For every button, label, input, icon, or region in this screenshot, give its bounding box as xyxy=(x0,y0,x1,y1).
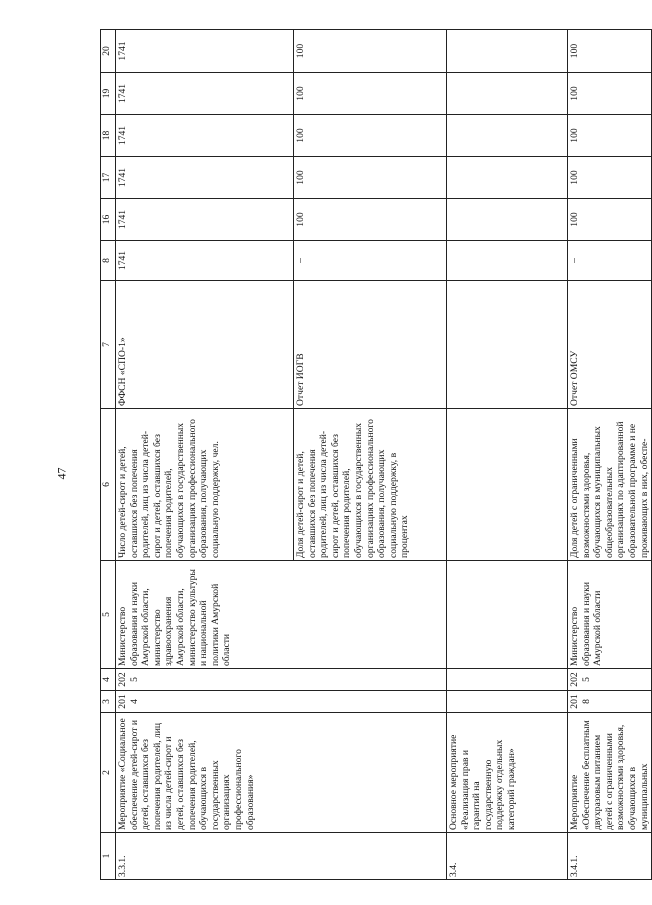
row-number: 3.3.1. xyxy=(116,833,447,880)
row-number: 3.4.1. xyxy=(568,833,652,880)
col-header-7: 7 xyxy=(101,281,116,409)
value-cell: – xyxy=(568,241,652,281)
end-year: 2025 xyxy=(568,669,652,691)
indicator: Число детей-сирот и детей, оставшихся без попечения родителей, лиц из числа детей-сирот и детей, оставшихся без попечения родителей, обучающихся в государственных организациях профессионального образования, получающих социальную поддержку, чел. xyxy=(116,409,294,561)
col-header-18: 18 xyxy=(101,115,116,157)
rotated-table-container xyxy=(100,30,650,880)
empty-cell xyxy=(447,281,568,409)
value-cell: 100 xyxy=(568,115,652,157)
value-cell: 1741 xyxy=(116,115,294,157)
data-source: Отчет ИОГВ xyxy=(294,281,447,409)
empty-cell xyxy=(447,157,568,199)
start-year: 2018 xyxy=(568,691,652,713)
table-row xyxy=(568,30,652,880)
value-cell: 1741 xyxy=(116,157,294,199)
start-year: 2014 xyxy=(116,691,447,713)
value-cell: 100 xyxy=(568,73,652,115)
value-cell: 100 xyxy=(568,199,652,241)
measures-table xyxy=(100,29,652,880)
col-header-17: 17 xyxy=(101,157,116,199)
indicator: Доля детей-сирот и детей, оставшихся без попечения родителей, лиц из числа детей-сирот и детей, оставшихся без попечения родителей, обучающихся в государственных организациях профессионального образования, получающих социальную поддержку, в процентах xyxy=(294,409,447,561)
col-header-19: 19 xyxy=(101,73,116,115)
value-cell: 100 xyxy=(294,30,447,73)
empty-cell xyxy=(447,561,568,669)
empty-cell xyxy=(447,241,568,281)
value-cell: 100 xyxy=(294,157,447,199)
empty-cell xyxy=(447,409,568,561)
empty-cell xyxy=(447,669,568,691)
value-cell: 100 xyxy=(294,199,447,241)
value-cell: – xyxy=(294,241,447,281)
value-cell: 100 xyxy=(568,157,652,199)
value-cell: 1741 xyxy=(116,241,294,281)
col-header-3: 3 xyxy=(101,691,116,713)
col-header-2: 2 xyxy=(101,713,116,833)
data-source: ФФСН «СПО-1» xyxy=(116,281,294,409)
empty-cell xyxy=(447,30,568,73)
col-header-4: 4 xyxy=(101,669,116,691)
table-row xyxy=(447,30,568,880)
value-cell: 1741 xyxy=(116,30,294,73)
col-header-1: 1 xyxy=(101,833,116,880)
value-cell: 100 xyxy=(568,30,652,73)
header-row xyxy=(101,30,116,880)
value-cell: 100 xyxy=(294,73,447,115)
page-number: 47 xyxy=(54,467,69,480)
executor: Министерство образования и науки Амурской области xyxy=(568,561,652,669)
col-header-5: 5 xyxy=(101,561,116,669)
empty-cell xyxy=(447,199,568,241)
col-header-6: 6 xyxy=(101,409,116,561)
measure-name: Мероприятие «Обеспечение бесплатным двухразовым питанием детей с ограниченными возможностями здоровья, обучающихся в муниципальных xyxy=(568,713,652,833)
col-header-20: 20 xyxy=(101,30,116,73)
row-number: 3.4. xyxy=(447,833,568,880)
value-cell: 1741 xyxy=(116,73,294,115)
data-source: Отчет ОМСУ xyxy=(568,281,652,409)
measure-name: Мероприятие «Социальное обеспечение детей-сирот и детей, оставшихся без попечения родителей, лиц из числа детей-сирот и детей, оставшихся без попечения родителей, обучающихся в государственных организациях профессионального образования» xyxy=(116,713,447,833)
value-cell: 100 xyxy=(294,115,447,157)
value-cell: 1741 xyxy=(116,199,294,241)
indicator: Доля детей с ограниченными возможностями здоровья, обучающихся в муниципальных общеобразовательных организациях по адаптированной образовательной программе и не проживающих в них, обеспе- xyxy=(568,409,652,561)
table-row xyxy=(116,30,294,880)
col-header-16: 16 xyxy=(101,199,116,241)
empty-cell xyxy=(447,691,568,713)
end-year: 2025 xyxy=(116,669,447,691)
empty-cell xyxy=(447,115,568,157)
executor: Министерство образования и науки Амурской области, министерство здравоохранения Амурской области, министерство культуры и национальной политики Амурской области xyxy=(116,561,447,669)
col-header-8: 8 xyxy=(101,241,116,281)
measure-name: Основное мероприятие «Реализация прав и гарантий на государственную поддержку отдельных категорий граждан» xyxy=(447,713,568,833)
empty-cell xyxy=(447,73,568,115)
